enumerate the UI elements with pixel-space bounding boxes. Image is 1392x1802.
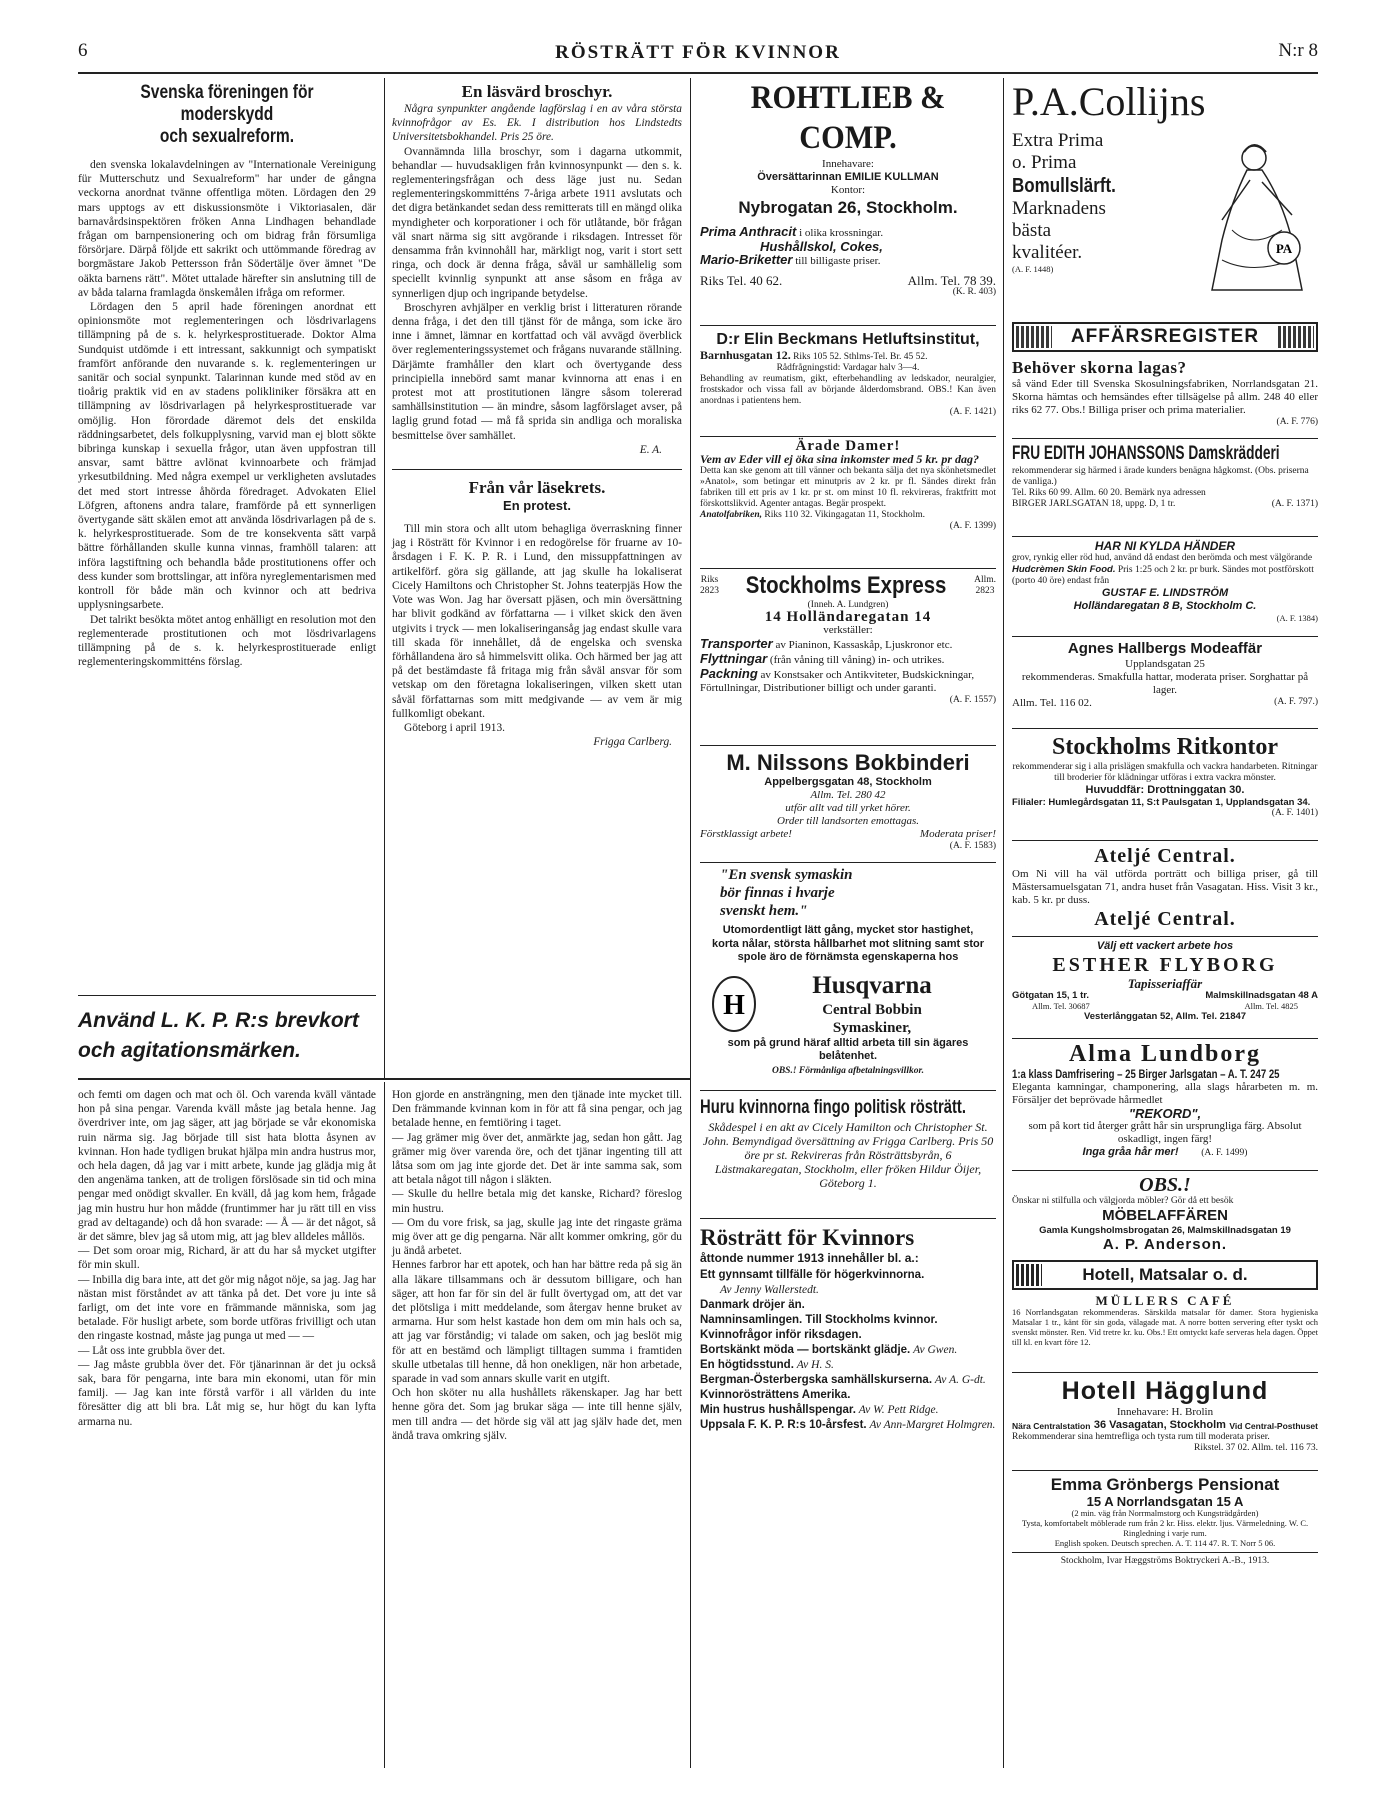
address: 1:a klass Damfrisering – 25 Birger Jarlsgatan – A. T. 247 25 (1012, 1067, 1280, 1081)
column-rule (1003, 78, 1004, 1768)
ad-ritkontor (1012, 732, 1318, 819)
divider (1012, 438, 1318, 439)
ref: (A. F. 797.) (1274, 697, 1318, 707)
ad-title: Agnes Hallbergs Modeaffär (1067, 640, 1263, 657)
slogan-line1: Använd L. K. P. R:s brevkort (78, 1009, 359, 1032)
ad-subtitle: Tapisseriaffär (1127, 976, 1203, 991)
product: Hushållskol, Cokes, (760, 239, 883, 254)
address: Vesterlånggatan 52, Allm. Tel. 21847 (1083, 1011, 1247, 1022)
pattern (1016, 326, 1052, 348)
ad-title: M. Nilssons Bokbinderi (726, 750, 970, 775)
ad-rohtlieb (700, 78, 996, 298)
contents-item: Bergman-Österbergska samhällskurserna. (700, 1374, 933, 1386)
signature: E. A. (639, 443, 662, 456)
product-desc: i olika krossningar. (796, 227, 884, 239)
ref: (A. F. 1583) (949, 841, 996, 851)
divider (1012, 1470, 1318, 1471)
ad-text: rekommenderar sig härmed i ärade kunders benägna hågkomst. (Obs. priserna de vanliga.) (1012, 466, 1309, 487)
phone: Tel. Riks 60 99. Allm. 60 20. Bemärk nya adressen (1012, 488, 1206, 498)
contents-item: En högtidsstund. (700, 1359, 794, 1371)
seated-woman-illustration-icon (1192, 130, 1312, 300)
service: Flyttningar (700, 651, 768, 666)
story-rule (78, 1078, 690, 1080)
ad-text: Moderata priser! (919, 828, 996, 840)
label: Innehavare: (822, 158, 874, 170)
divider (1012, 936, 1318, 937)
ad-title: FRU EDITH JOHANSSONS Damskrädderi (1012, 443, 1280, 464)
ref: (A. F. 1557) (949, 695, 996, 705)
ad-johansson (1012, 442, 1318, 510)
firm: Anatolfabriken, (700, 510, 763, 520)
ad-title: Ateljé Central. (1094, 908, 1236, 930)
ad-lead: Välj ett vackert arbete hos (1096, 940, 1234, 952)
ad-text: rekommenderas. Smakfulla hattar, moderata priser. Sorghattar på lager. (1021, 671, 1309, 696)
slogan-box (78, 1006, 376, 1066)
ad-beckman (700, 330, 996, 418)
phone: English spoken. Deutsch sprechen. A. T. 114 47. R. T. Norr 5 06. (1054, 1538, 1276, 1548)
ad-title: ROHTLIEB & COMP. (750, 80, 946, 156)
ad-text: kvalitéer. (1012, 242, 1083, 263)
address: Appelbergsgatan 48, Stockholm (764, 776, 932, 788)
ad-text: grov, rynkig eller röd hud, använd då endast den berömda och mest välgörande (1012, 553, 1313, 563)
address: 15 A Norrlandsgatan 15 A (1086, 1494, 1244, 1509)
contents-item: Bortskänkt möda — bortskänkt glädje. (700, 1344, 911, 1356)
divider (700, 862, 996, 863)
paragraph: Ovannämnda lilla broschyr, som i dagarna utkommit, behandlar — huvudsakligen från kvinnosynpunkt — den s. k. reglementeringsfrågan och dess läge just nu. Sedan reglementeringskommitténs 7-åriga arbete 1911 avslutats och det digra betänkandet sedan dess remitterats till en mängd olika myndigheter och korporationer i och för utlåtande, bör frågan väl snart närma sig sitt avgörande i riksdagen. Intresset för densamma från kvinnohåll har, märkligt nog, varit i stort sett ringa, och dock är denna fråga, såväl ur samhällelig som speciellt kvinnlig synpunkt att anse såsom en fråga av synnerligen djup och ingripande betydelse. (392, 145, 682, 300)
ref: (K. R. 403) (952, 287, 996, 297)
ad-hagglund (1012, 1376, 1318, 1454)
phone: Allm. Tel. 30687 (1032, 1001, 1090, 1011)
divider (1012, 1552, 1318, 1553)
signature: Frigga Carlberg. (593, 736, 672, 749)
contents-item: Uppsala F. K. P. R:s 10-årsfest. (700, 1419, 867, 1431)
contents-item: Danmark dröjer än. (700, 1299, 805, 1311)
address: Holländaregatan 8 B, Stockholm C. (1073, 600, 1257, 612)
ad-text: Extra Prima (1012, 130, 1104, 151)
service: Packning (700, 666, 758, 681)
divider (78, 995, 376, 996)
owner: (Inneh. A. Lundgren) (807, 600, 889, 610)
ad-text: utför allt vad till yrket hörer. (785, 802, 911, 814)
ad-title: Behöver skorna lagas? (1012, 358, 1187, 377)
product: "REKORD", (1128, 1106, 1202, 1121)
ad-text: som på kort tid återger grått hår sin ursprungliga färg. Absolut oskadligt, ingen färg! (1028, 1120, 1302, 1145)
slogan-line2: och agitationsmärken. (78, 1039, 301, 1062)
address: Filialer: Humlegårdsgatan 11, S:t Paulsgatan 1, Upplandsgatan 34. (1012, 797, 1311, 808)
ad-title: MÜLLERS CAFÉ (1095, 1293, 1235, 1308)
address: Barnhusgatan 12. (700, 348, 791, 362)
ad-text: Rekommenderar sina hemtrefliga och tysta rum till moderata priser. (1012, 1432, 1270, 1442)
ref: (A. F. 1399) (949, 521, 996, 531)
ad-text: så vänd Eder till Svenska Skosulningsfabriken, Norrlandsgatan 21. Skorna hämtas och hemsändes efter tillsägelse på allm. 248 40 eller riks 62 77. Obs.! Billiga priser och prima materialier. (1012, 378, 1318, 416)
divider (700, 745, 996, 746)
phone: Rikstel. 37 02. Allm. tel. 116 73. (1194, 1443, 1318, 1453)
ad-hander (1012, 540, 1318, 623)
article-broschyr (392, 82, 682, 749)
firm: GUSTAF E. LINDSTRÖM (1101, 587, 1229, 599)
address: Gamla Kungsholmsbrogatan 26, Malmskillnadsgatan 19 (1039, 1225, 1291, 1236)
service-desc: av Pianinon, Kassaskåp, Ljuskronor etc. (772, 639, 953, 651)
ad-text: Utomordentligt lätt gång, mycket stor hastighet, korta nålar, största hållbarhet mot slitning samt stor spole äro de förnämsta egenskaperna hos (711, 924, 984, 963)
ad-atelje (1012, 844, 1318, 931)
ad-text: Förstklassigt arbete! (700, 828, 792, 840)
ad-lead: Vem av Eder vill ej öka sina inkomster med 5 kr. pr dag? (700, 452, 980, 466)
owner: Innehavare: H. Brolin (1116, 1406, 1214, 1418)
ad-title: Stockholms Express (746, 572, 947, 599)
divider (700, 1090, 996, 1091)
column-rule (384, 78, 385, 1078)
header-rule (78, 72, 1318, 74)
hotell-banner (1012, 1260, 1318, 1290)
ad-rostratt-contents (700, 1224, 996, 1433)
ad-politisk-rostratt (700, 1096, 996, 1190)
divider (700, 568, 996, 569)
ad-title: Hotell Hägglund (1061, 1377, 1269, 1405)
contents-author: Av H. S. (796, 1359, 834, 1371)
story-right: Hon gjorde en ansträngning, men den tjänade inte mycket till. Den främmande kvinnan kom in för att få sina pengar, och jag betalade henne, en femtiöring i taget. — Jag grämer mig över det, anmärkte jag, sedan hon gått. Jag grämer mig över varenda öre, och det tjänar ingenting till att låtsa som om jag inte gjorde det. Det är inte samma sak, som att betala något till någon i släkten. — Skulle du hellre betala mig det kanske, Richard? föreslog min hustru. — Om du vore frisk, sa jag, skulle jag inte det ringaste gräma mig över att ge dig pengarna. När allt kommer omkring, gör du ju ändå arbetet. Hennes farbror har ett apotek, och han har bättre reda på sig än alla läkare tillsammans och är dessutom billigare, och han säger, att hon far för sin del är fullt övertygad om, att det var det plötsliga i mitt meddelande, som återgav henne bruket av armarna. Hur som helst kastade hon dem om min hals och sa, att jag var förståndig; vi talade om saken, och jag beslöt mig för att en bestämd och lämpligt tilltagen summa i framtiden skulle utbetalas till henne, då hon onekligen, när hon arbetade, sparade in vad som annars skulle varit en utgift. Och hon sköter nu alla hushållets räkenskaper. Jag har bett henne göra det. Som jag brukar säga — inte till henne själv, men till andra — det hörde sig väl att jag själv hade det, men ändå trava omkring själv. (392, 1089, 682, 1442)
article-title: En läsvärd broschyr. (461, 82, 613, 101)
quote: svenskt hem." (720, 903, 808, 919)
section-title: Hotell, Matsalar o. d. (1082, 1265, 1248, 1284)
ad-text: (2 min. väg från Norrmalmstorg och Kungsträdgården) (1071, 1508, 1259, 1518)
product-desc: till billigaste priser. (792, 255, 881, 267)
phone: Riks 105 52. Sthlms-Tel. Br. 45 52. (793, 352, 928, 362)
contents-author: Av Gwen. (913, 1344, 958, 1356)
affarsregister-banner (1012, 322, 1318, 352)
ad-title: ESTHER FLYBORG (1052, 954, 1278, 976)
contents-item: Ett gynnsamt tillfälle för högerkvinnorna. (700, 1269, 925, 1281)
owner: Översättarinnan EMILIE KULLMAN (757, 171, 939, 183)
ad-nilsson (700, 750, 996, 852)
phone: Allm. Tel. 78 39. (907, 273, 996, 288)
ad-text: Om Ni vill ha väl utförda porträtt och billiga priser, gå till Mästersamuelsgatan 71, andra huset från Vasagatan. Hiss. Visit 3 kr., kab. 5 kr. pr duss. (1012, 868, 1318, 906)
divider (700, 1218, 996, 1219)
ref: (A. F. 1401) (1271, 808, 1318, 818)
phone: Riks Tel. 40 62. (700, 273, 783, 288)
phone: 2823 (700, 586, 719, 596)
contents-item: Namninsamlingen. Till Stockholms kvinnor. (700, 1314, 938, 1326)
ad-skor (1012, 358, 1318, 428)
printer-imprint: Stockholm, Ivar Hæggströms Boktryckeri A.-B., 1913. (1060, 1556, 1270, 1566)
divider (1012, 728, 1318, 729)
service-desc: (från våning till våning) in- och utrikes. (767, 654, 945, 666)
ref: (A. F. 1499) (1201, 1148, 1248, 1158)
address: 36 Vasagatan, Stockholm (1093, 1419, 1226, 1431)
paragraph: den svenska lokalavdelningen av "Internationale Vereinigung für Mutterschutz und Sexualreform" har under de gångna veckorna anordnat tvänne offentliga möten. Lördagen den 29 mars upptogs av ett diskussionsmöte i Viktoriasalen, där barnavårdsinspektören fröken Anna Lindhagen behandlade frågan om barnpensionering och om bidrag från försumliga försörjare. Därpå följde ett sakrikt och uttömmande föredrag av borgmästare Jakob Pettersson från Södertälje över ämnet "De oäkta barnens rätt". Mötet uttalade härefter sin anslutning till de av båda talarna framlagda önskemålen ifråga om reformer. (78, 159, 376, 299)
address: Götgatan 15, 1 tr. (1012, 990, 1090, 1001)
paragraph: Lördagen den 5 april hade föreningen anordnat ett opinionsmöte mot reglementeringen och lösdrivarlagens tillämpning på de s. k. helyrkesprostituerade. Doktor Alma Sundquist utdömde i ett intressant, sakkunnigt och sympatiskt framfört anförande den nuvarande s. k. reglementeringen ur sanitär och social synpunkt. Talarinnan kunde med stöd av en tioårig praktik vid en av stadens polikliniker försäkra att en tillämpning av lösdrivarlagen på helyrkesprostituerade var omöjlig. Hon förordade däremot dels det enskilda räddningsarbetet, dels folkupplysning, varvid man ej blott sökte bibringa kunskap i sexuella frågor, utan även uppfostran till ansvar, samt bättre avlönat kvinnoarbete och främjad yrkesutbildning. Med några exempel ur verkligheten avslutades det med stort intresse åhörda föredraget. Advokaten Eliel Löfgren, aftonens andra talare, framförde på ett synnerligen övertygande sätt skälen emot att använda lösdrivarlagen på de s. k. helyrkesprostituerade. Som de tre konsekventa sätt varpå bättre förhållanden skulle kunna vinnas, framhöll talaren: att införa lagstiftning och behandla både prostitutionens offer och dess kunder som brottslingar, att införa nyreglementarismen med kontroll för både män och kvinnor och att bedriva upplysningsarbete. (78, 301, 376, 612)
ad-text: Central Bobbin (822, 1001, 922, 1018)
ref: (A. F. 1384) (1276, 613, 1318, 623)
service-desc: av Konstsaker och Antikviteter, Budskickningar, Förtullningar, Distributioner billigt och under garanti. (700, 669, 975, 694)
address: Malmskillnadsgatan 48 A (1205, 990, 1318, 1001)
address: Riks 110 32. Vikingagatan 11, Stockholm. (764, 510, 925, 520)
ad-anatol (700, 440, 996, 532)
firm: MÖBELAFFÄREN (1102, 1207, 1228, 1224)
ad-text: Marknadens (1012, 198, 1106, 219)
ad-title: Ärade Damer! (795, 438, 901, 454)
divider (1012, 1170, 1318, 1171)
page-number: 6 (78, 40, 88, 61)
divider (1012, 536, 1318, 537)
svg-text:H: H (723, 989, 745, 1021)
ad-title: Rösträtt för Kvinnors (700, 1225, 915, 1250)
ad-title: Alma Lundborg (1068, 1041, 1262, 1067)
ad-text: Pris 1:25 och 2 kr. pr burk. Sändes mot postförskott (porto 40 öre) endast från (1012, 565, 1314, 586)
ad-mullers (1012, 1294, 1318, 1347)
ad-title: Ateljé Central. (1094, 845, 1236, 867)
ref: (A. F. 1421) (949, 407, 996, 417)
ad-text: bästa (1012, 220, 1052, 241)
phone: 2823 (975, 586, 995, 596)
column-rule (384, 1082, 385, 1768)
service: Transporter (700, 636, 773, 651)
ad-text: rekommenderar sig i alla prislägen smakfulla och vackra handarbeten. Ritningar till broderier för klädningar utföras i extra vackra mönster. (1012, 762, 1318, 783)
ad-title: D:r Elin Beckmans Hetluftsinstitut, (716, 331, 980, 348)
label: Kontor: (830, 184, 866, 196)
ad-mobel (1012, 1174, 1318, 1254)
label: verkställer: (823, 624, 873, 636)
ad-text: Behandling av reumatism, gikt, efterbehandling av ledskador, neuralgier, frostskador och vissa fall av börjande ålderdomsbrand. OBS.! Kan även anordnas i patientens hem. (700, 374, 996, 406)
story-left: och femti om dagen och mat och öl. Och varenda kväll väntade hon på sina pengar. Varenda kväll måste jag betala henne. Jag överdriver inte, om jag säger, att jag började se vår ekonomiska ruin närma sig. Jag började till sist hata blotta åsynen av kvinnan. Hon hade tydligen brukat hjälpa min andra hustrus mor, och hela dagen, då jag var i mitt arbete, kunde jag glädja mig åt den angenäma tanken, att de troligen förslösade sin tid och mina pengar med onödigt skvaller. En kväll, då jag kom hem, frågade jag min hustru hur hon mådde (fruntimmer har ju rätt till en viss grad av deltagande) och då hon svarade: — Å — är det något, så är det sämre, blev jag så utom mig, att jag blev alldeles mållös. — Det som oroar mig, Richard, är att du har så mycket utgifter för min skull. — Inbilla dig bara inte, att det gör mig något nöje, sa jag. Jag har nästan mist förståndet av att tänka på det. Det vore ju inte så farligt, om det inte vore en främmande människa, som jag betalade. För husligt arbete, som borde utföras frivilligt och utan den ringaste kostnad, måste jag punga ut med — — — Låt oss inte grubbla över det. — Jag måste grubbla över det. För tjänarinnan är det ju också sak, bara för pengarna, inte bara min ekonomi, utan för min familj. — Jag kan inte förstå varför i all världen du inte föresätter dig att bli bra. Låt mig se, hur högt du kan lyfta armarna nu. (78, 1089, 376, 1428)
article-moderskydd (78, 82, 376, 669)
ad-text: Nära Centralstation (1012, 1420, 1091, 1431)
ad-text: Symaskiner, (832, 1019, 912, 1036)
divider (1012, 1038, 1318, 1039)
product: Prima Anthracit (700, 224, 797, 239)
address: Upplandsgatan 25 (1125, 658, 1205, 670)
ad-title: Huru kvinnorna fingo politisk rösträtt. (700, 1097, 966, 1118)
place-date: Göteborg i april 1913. (404, 721, 506, 734)
contents-author: Av A. G-dt. (934, 1374, 986, 1386)
article-title: Svenska föreningen för moderskydd (140, 82, 314, 125)
contents-item: Min hustrus hushållspengar. (700, 1404, 856, 1416)
article-subtitle: En protest. (503, 498, 571, 514)
ad-title: HAR NI KYLDA HÄNDER (1094, 539, 1236, 553)
paragraph: Broschyren avhjälper en verklig brist i litteraturen rörande denna fråga, i det den till tjänst för de många, som icke äro inne i ämnet, lämnar en kortfattad och väl avvägd överblick över reglementeringssystemet och frågans nuvarande ställning. Därjämte framhåller den klart och övertygande dess principiella innebörd samt manar kvinnorna att enas i en protest mot att prostitutionen längre såsom tolererad samhällsinstitution — än mindre, såsom lagförslaget avser, på laglig grund fotad — må få sprida sin andliga och moraliska besmittelse över samhället. (392, 301, 682, 442)
product: Mario-Briketter (700, 252, 793, 267)
pattern (1016, 1264, 1042, 1286)
ad-gronberg (1012, 1474, 1318, 1548)
ad-note: OBS.! Förmånliga afbetalningsvillkor. (771, 1065, 925, 1076)
ad-text: Vid Central-Posthuset (1229, 1420, 1318, 1431)
paragraph: Det talrikt besökta mötet antog enhälligt en resolution mot den reglementerade prostitutionen och mot lösdrivarlagens tillämpning på de s. k. helyrkesprostituerade enligt reglementeringskommitténs förslag. (78, 613, 376, 669)
address: Huvuddfär: Drottninggatan 30. (1085, 784, 1245, 796)
ad-express (700, 572, 996, 706)
ad-subtitle: åttonde nummer 1913 innehåller bl. a.: (700, 1251, 919, 1265)
ad-title: OBS.! (1139, 1174, 1191, 1196)
husqvarna-logo-icon (710, 974, 758, 1034)
address: Nybrogatan 26, Stockholm. (738, 198, 958, 217)
divider (700, 436, 996, 437)
ad-text: som på grund häraf alltid arbeta till sin ägares belåtenhet. (727, 1036, 969, 1062)
ref: (A. F. 1448) (1012, 264, 1054, 274)
label: Allm. (974, 575, 996, 585)
address: 14 Holländaregatan 14 (764, 609, 932, 625)
ad-text: 16 Norrlandsgatan rekommenderas. Särskilda matsalar för damer. Stora hygieniska Matsalar 1 tr., känt för sin goda, välagade mat. A norre botten servering efter tyskt och svenskt mönster. Ren. Vid tretre kr. ku. Obs.! Ett omtyckt kafe serveras hela dagen. Öppet till kl. en kvart före 12. (1012, 1307, 1318, 1347)
ad-husqvarna (710, 866, 986, 1077)
ad-collijns (1012, 80, 1318, 320)
contents-author: Av Jenny Wallerstedt. (720, 1284, 819, 1296)
newspaper-title: RÖSTRÄTT FÖR KVINNOR (555, 42, 841, 63)
ad-text: Bomullslärft. (1012, 175, 1116, 197)
ad-text: Önskar ni stilfulla och välgjorda möbler? Gör då ett besök (1012, 1196, 1234, 1206)
divider (1012, 636, 1318, 637)
divider (1012, 1372, 1318, 1373)
ad-title: Emma Grönbergs Pensionat (1050, 1475, 1280, 1494)
paragraph: Till min stora och allt utom behagliga överraskning finner jag i Rösträtt för Kvinnor i en redogörelse för fruarne av 10-årsdagen i F. K. P. R. i Lund, den missuppfattningen av artikelförf. göra sig gällande, att jag skulle ha lokaliserat Cicely Hamiltons och Christopher St. Johns teaterpjäs How the Vote was Won. Jag har översatt pjäsen, och min översättning har blivit godkänd av författarna — i vilket skick den även utgivits i tryck — men lokaliseringansåg jag endast skulle vara till skada för innehållet, då de engelska och svenska förhållandena äro så himmelsvitt olika. Och härmed ber jag att på det bestämdaste få fritaga mig från såväl ansvar för som vetskap om den företagna lokaliseringen, vilken skett utan såväl författarnas som mitt medgivande — av vem är mig fullkomligt obekant. (392, 523, 682, 720)
logo-text: PA (1275, 241, 1293, 256)
contents-item: Kvinnorösträttens Amerika. (700, 1389, 851, 1401)
pattern (1278, 326, 1314, 348)
address: BIRGER JARLSGATAN 18, uppg. D, 1 tr. (1012, 499, 1176, 509)
ad-text: Detta kan ske genom att till vänner och bekanta sälja det nya skönhetsmedlet »Anatol», som betingar ett minutpris av 2 kr. pr fl. Sändes direkt från fabriken till ett pris av 1 kr. pr st. om minst 10 fl. rekvireras, fraktfritt mot förskottslikvid. Agenter antagas. Begär prospekt. (700, 466, 996, 509)
owner: A. P. Anderson. (1102, 1236, 1228, 1253)
issue-number: N:r 8 (1278, 40, 1318, 61)
quote: bör finnas i hvarje (720, 885, 835, 901)
article-title-line2: och sexualreform. (159, 126, 295, 147)
page-header (78, 40, 1318, 74)
ad-lundborg (1012, 1040, 1318, 1159)
contents-item: Kvinnofrågor inför riksdagen. (700, 1329, 862, 1341)
product: Hudcrèmen Skin Food. (1012, 564, 1116, 575)
ad-text: Order till landsorten emottagas. (777, 815, 919, 827)
phone: Allm. Tel. 116 02. (1012, 697, 1092, 709)
divider (392, 469, 682, 470)
ad-title: Stockholms Ritkontor (1051, 734, 1279, 760)
lead: Några synpunkter angående lagförslag i en av våra största kvinnofrågor av Es. Ek. I distribution hos Lindstedts Universitetsbokhandel. Pris 25 öre. (392, 103, 682, 144)
label: Riks (700, 575, 719, 585)
ad-text: o. Prima (1012, 152, 1077, 173)
brand: Husqvarna (812, 971, 932, 999)
ad-hallberg (1012, 640, 1318, 710)
hours: Rådfrågningstid: Vardagar halv 3—4. (776, 363, 920, 373)
column-rule (690, 78, 691, 1768)
ad-text: Tysta, komfortabelt möblerade rum från 2 kr. Hiss. elektr. ljus. Värmeledning. W. C. Ringledning i varje rum. (1021, 1518, 1309, 1538)
ad-title: P.A.Collijns (1012, 79, 1206, 124)
divider (700, 325, 996, 326)
ref: (A. F. 776) (1276, 417, 1318, 427)
quote: "En svensk symaskin (720, 867, 853, 883)
ad-text: Skådespel i en akt av Cicely Hamilton och Christopher St. John. Bemyndigad översättning av Frigga Carlberg. Pris 50 öre pr st. Rekvireras från Rösträttsbyrån, 6 Lästmakaregatan, Stockholm, eller fröken Hildur Öijer, Göteborg 1. (702, 1120, 994, 1190)
phone: Allm. Tel. 280 42 (810, 789, 886, 801)
section-title: AFFÄRSREGISTER (1070, 326, 1260, 347)
contents-author: Av Ann-Margret Holmgren. (869, 1419, 996, 1431)
ref: (A. F. 1371) (1271, 499, 1318, 509)
divider (1012, 840, 1318, 841)
tagline: Inga gråa hår mer! (1082, 1146, 1179, 1158)
ad-text: Eleganta kamningar, champonering, alla slags hårarbeten m. m. Försäljer det beprövade hårmedlet (1012, 1081, 1318, 1106)
phone: Allm. Tel. 4825 (1244, 1001, 1298, 1011)
ad-flyborg (1012, 940, 1318, 1022)
article-title: Från vår läsekrets. (468, 478, 606, 498)
contents-author: Av W. Pett Ridge. (858, 1404, 939, 1416)
